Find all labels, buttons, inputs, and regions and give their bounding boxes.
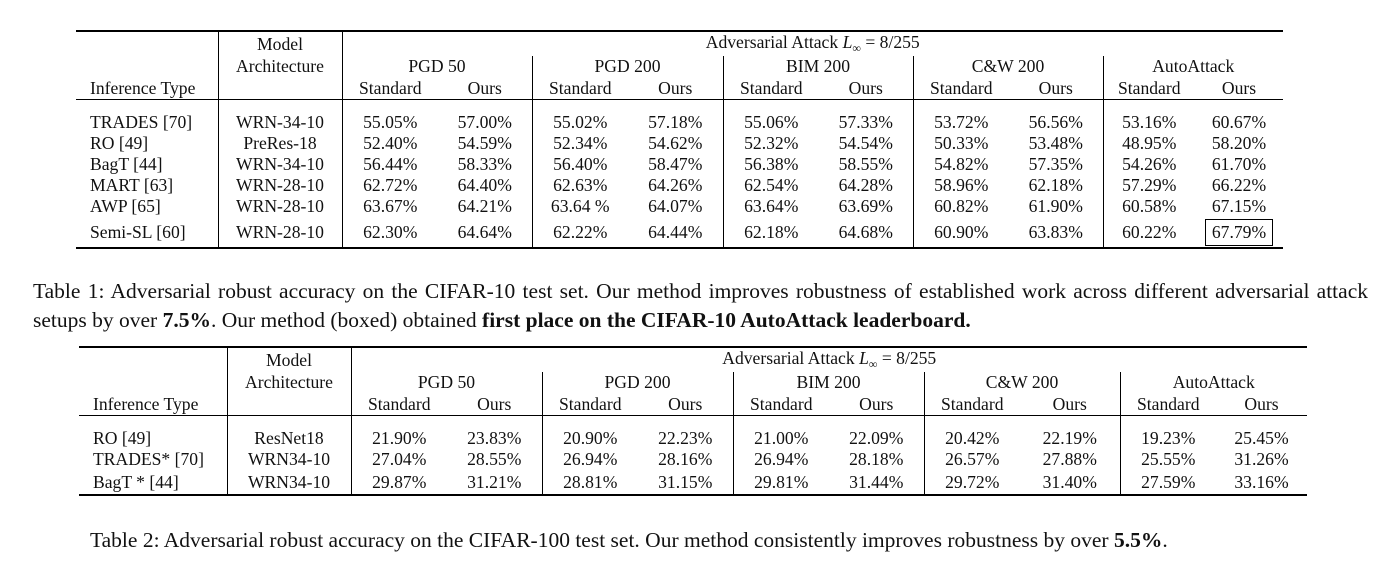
standard-header: Standard — [532, 77, 628, 100]
standard-header: Standard — [924, 393, 1020, 416]
standard-value: 52.32% — [744, 133, 799, 153]
inference-type-header: Inference Type — [90, 77, 196, 98]
method-cell: MART [63] — [90, 175, 174, 195]
ours-value: 57.00% — [457, 112, 512, 132]
ours-header: Ours — [467, 77, 502, 98]
standard-value: 53.72% — [934, 112, 989, 132]
attack-norm-symbol: L — [842, 32, 853, 52]
table-1-caption — [33, 277, 1368, 335]
ours-header: Ours — [859, 393, 894, 414]
ours-value: 31.40% — [1042, 471, 1097, 492]
standard-value: 26.94% — [563, 449, 618, 469]
ours-value: 28.16% — [658, 449, 713, 469]
attack-title — [342, 31, 1283, 56]
standard-header: Standard — [342, 77, 438, 100]
standard-value: 60.58% — [1122, 196, 1177, 216]
attack-norm-sub: ∞ — [868, 357, 878, 371]
standard-value: 21.90% — [372, 428, 427, 448]
method-cell: BagT * [44] — [79, 470, 227, 495]
group-header: PGD 50 — [408, 56, 466, 76]
table-header-row-1 — [76, 31, 1283, 56]
standard-value: 54.82% — [934, 154, 989, 174]
model-arch-header-line2: Architecture — [218, 56, 342, 77]
standard-value: 53.16% — [1122, 112, 1177, 132]
attack-title-prefix: Adversarial Attack — [722, 348, 855, 368]
table-header-row-2 — [79, 372, 1307, 393]
standard-value: 62.72% — [363, 175, 418, 195]
standard-value: 56.44% — [363, 154, 418, 174]
caption-text: . — [1162, 528, 1168, 552]
standard-value: 26.94% — [754, 449, 809, 469]
standard-header: Standard — [913, 77, 1009, 100]
standard-value: 20.42% — [945, 428, 1000, 448]
attack-eps: = 8/255 — [865, 32, 920, 52]
ours-value: 64.44% — [648, 221, 703, 242]
standard-value: 26.57% — [945, 449, 1000, 469]
standard-value: 56.38% — [744, 154, 799, 174]
ours-value: 31.21% — [467, 471, 522, 492]
ours-header: Ours — [477, 393, 512, 414]
standard-value: 54.26% — [1122, 154, 1177, 174]
group-header: BIM 200 — [796, 372, 861, 392]
caption-label: Table 1: — [33, 279, 105, 303]
table-1 — [76, 30, 1283, 249]
group-header: PGD 200 — [604, 372, 671, 392]
inference-type-header: Inference Type — [93, 393, 199, 414]
ours-value: 66.22% — [1211, 175, 1267, 195]
attack-title-prefix: Adversarial Attack — [705, 32, 839, 52]
standard-header: Standard — [542, 393, 638, 416]
standard-value: 62.18% — [744, 221, 799, 242]
method-cell: Semi-SL [60] — [76, 217, 218, 248]
arch-cell: WRN-34-10 — [218, 112, 342, 133]
arch-cell: WRN34-10 — [227, 470, 351, 495]
standard-value: 62.30% — [363, 221, 418, 242]
attack-norm-sub: ∞ — [852, 41, 861, 55]
standard-value: 55.02% — [553, 112, 608, 132]
ours-header: Ours — [658, 77, 693, 98]
model-arch-header-line2: Architecture — [227, 372, 351, 393]
method-cell: TRADES* [70] — [93, 449, 204, 469]
arch-cell: PreRes-18 — [218, 133, 342, 154]
leaderboard-boxed-value: 67.79% — [1205, 219, 1273, 246]
standard-value: 27.04% — [372, 449, 427, 469]
standard-value: 29.81% — [754, 471, 809, 492]
table-row — [76, 154, 1283, 175]
ours-value: 63.69% — [838, 196, 893, 216]
ours-value: 57.33% — [838, 112, 893, 132]
group-header: C&W 200 — [971, 56, 1045, 76]
standard-value: 63.64 % — [550, 196, 610, 216]
table-row — [79, 470, 1307, 495]
standard-value: 25.55% — [1141, 449, 1196, 469]
ours-value: 64.26% — [648, 175, 703, 195]
caption-text: . Our method (boxed) obtained — [210, 308, 477, 332]
table-row — [79, 428, 1307, 449]
standard-value: 62.63% — [553, 175, 608, 195]
ours-header: Ours — [848, 77, 883, 98]
ours-value: 33.16% — [1234, 471, 1289, 492]
caption-text: Adversarial robust accuracy on the CIFAR-100 test set. Our method consistently improves robustness by over — [163, 528, 1109, 552]
ours-value: 28.18% — [849, 449, 904, 469]
ours-value: 54.54% — [838, 133, 893, 153]
ours-header: Ours — [668, 393, 703, 414]
ours-value: 63.83% — [1028, 221, 1083, 242]
standard-value: 29.72% — [945, 471, 1000, 492]
table-header-row-3 — [79, 393, 1307, 416]
arch-cell: WRN-28-10 — [218, 175, 342, 196]
standard-header: Standard — [1120, 393, 1216, 416]
standard-value: 55.05% — [363, 112, 418, 132]
method-cell: BagT [44] — [90, 154, 163, 174]
arch-cell: WRN-28-10 — [218, 196, 342, 217]
ours-value: 58.47% — [648, 154, 703, 174]
group-header: C&W 200 — [985, 372, 1059, 392]
standard-value: 55.06% — [744, 112, 799, 132]
ours-value: 64.68% — [838, 221, 893, 242]
standard-value: 29.87% — [372, 471, 427, 492]
standard-value: 28.81% — [563, 471, 618, 492]
standard-value: 63.64% — [744, 196, 799, 216]
ours-header: Ours — [1221, 77, 1257, 98]
method-cell: RO [49] — [90, 133, 149, 153]
ours-value: 64.64% — [457, 221, 512, 242]
standard-header: Standard — [733, 393, 829, 416]
ours-value: 64.21% — [457, 196, 512, 216]
ours-value: 23.83% — [467, 428, 522, 448]
table-2-caption — [90, 526, 1320, 555]
group-header: BIM 200 — [785, 56, 851, 76]
method-cell: AWP [65] — [90, 196, 161, 216]
caption-bold: first place on the CIFAR-10 AutoAttack leaderboard. — [482, 308, 971, 332]
standard-value: 20.90% — [563, 428, 618, 448]
arch-cell: WRN-28-10 — [218, 217, 342, 248]
table-row — [76, 133, 1283, 154]
ours-value: 61.90% — [1028, 196, 1083, 216]
ours-value: 22.23% — [658, 428, 713, 448]
ours-header: Ours — [1052, 393, 1087, 414]
caption-text: Adversarial robust accuracy on the CIFAR-10 test set. Our method improves robustness of established work across different adversarial attack setups by over — [33, 279, 1368, 332]
ours-value: 67.15% — [1211, 196, 1267, 216]
table-header-row-2 — [76, 56, 1283, 77]
caption-bold: 5.5% — [1113, 528, 1163, 552]
standard-value: 52.40% — [363, 133, 418, 153]
ours-value: 64.07% — [648, 196, 703, 216]
table-header-row-1 — [79, 347, 1307, 372]
table-row — [76, 196, 1283, 217]
standard-value: 56.40% — [553, 154, 608, 174]
ours-value: 22.09% — [849, 428, 904, 448]
table-row — [79, 449, 1307, 470]
standard-value: 19.23% — [1141, 428, 1196, 448]
ours-value: 28.55% — [467, 449, 522, 469]
standard-value: 62.22% — [553, 221, 608, 242]
standard-value: 21.00% — [754, 428, 809, 448]
ours-value: 31.44% — [849, 471, 904, 492]
standard-header: Standard — [351, 393, 447, 416]
attack-norm-symbol: L — [859, 348, 869, 368]
model-arch-header: Model — [218, 31, 342, 56]
standard-value: 57.29% — [1122, 175, 1177, 195]
standard-value: 27.59% — [1141, 471, 1196, 492]
ours-value: 56.56% — [1028, 112, 1083, 132]
attack-eps: = 8/255 — [881, 348, 937, 368]
standard-value: 63.67% — [363, 196, 418, 216]
standard-value: 52.34% — [553, 133, 608, 153]
standard-value: 60.22% — [1122, 221, 1177, 242]
ours-value: 62.18% — [1028, 175, 1083, 195]
ours-value: 22.19% — [1042, 428, 1097, 448]
ours-value: 60.67% — [1211, 112, 1267, 132]
standard-value: 58.96% — [934, 175, 989, 195]
method-cell: RO [49] — [93, 428, 152, 448]
ours-value: 27.88% — [1042, 449, 1097, 469]
standard-value: 60.90% — [934, 221, 989, 242]
standard-value: 60.82% — [934, 196, 989, 216]
ours-value: 64.40% — [457, 175, 512, 195]
ours-value: 31.26% — [1234, 449, 1289, 469]
ours-value: 54.62% — [648, 133, 703, 153]
arch-cell: ResNet18 — [227, 428, 351, 449]
ours-header: Ours — [1038, 77, 1073, 98]
standard-header: Standard — [723, 77, 819, 100]
ours-value: 53.48% — [1028, 133, 1083, 153]
ours-value: 58.55% — [838, 154, 893, 174]
standard-value: 50.33% — [934, 133, 989, 153]
standard-value: 48.95% — [1122, 133, 1177, 153]
group-header: AutoAttack — [1172, 372, 1255, 392]
method-cell: TRADES [70] — [90, 112, 193, 132]
caption-label: Table 2: — [90, 528, 160, 552]
group-header: PGD 50 — [417, 372, 476, 392]
table-row — [76, 217, 1283, 248]
ours-value: 25.45% — [1234, 428, 1289, 448]
table-2 — [79, 346, 1307, 496]
ours-value: 57.35% — [1028, 154, 1083, 174]
ours-header: Ours — [1244, 393, 1279, 414]
ours-value: 64.28% — [838, 175, 893, 195]
ours-value: 61.70% — [1211, 154, 1267, 174]
ours-value: 58.20% — [1211, 133, 1267, 153]
standard-header: Standard — [1103, 77, 1195, 100]
model-arch-header: Model — [227, 347, 351, 372]
table-row — [76, 112, 1283, 133]
attack-title — [351, 347, 1307, 372]
standard-value: 62.54% — [744, 175, 799, 195]
ours-value: 58.33% — [457, 154, 512, 174]
table-row — [76, 175, 1283, 196]
arch-cell: WRN-34-10 — [218, 154, 342, 175]
group-header: AutoAttack — [1152, 56, 1235, 76]
ours-value: 57.18% — [648, 112, 703, 132]
caption-bold: 7.5% — [162, 308, 211, 332]
ours-value: 54.59% — [457, 133, 512, 153]
arch-cell: WRN34-10 — [227, 449, 351, 470]
group-header: PGD 200 — [594, 56, 661, 76]
ours-value: 31.15% — [658, 471, 713, 492]
table-header-row-3 — [76, 77, 1283, 100]
